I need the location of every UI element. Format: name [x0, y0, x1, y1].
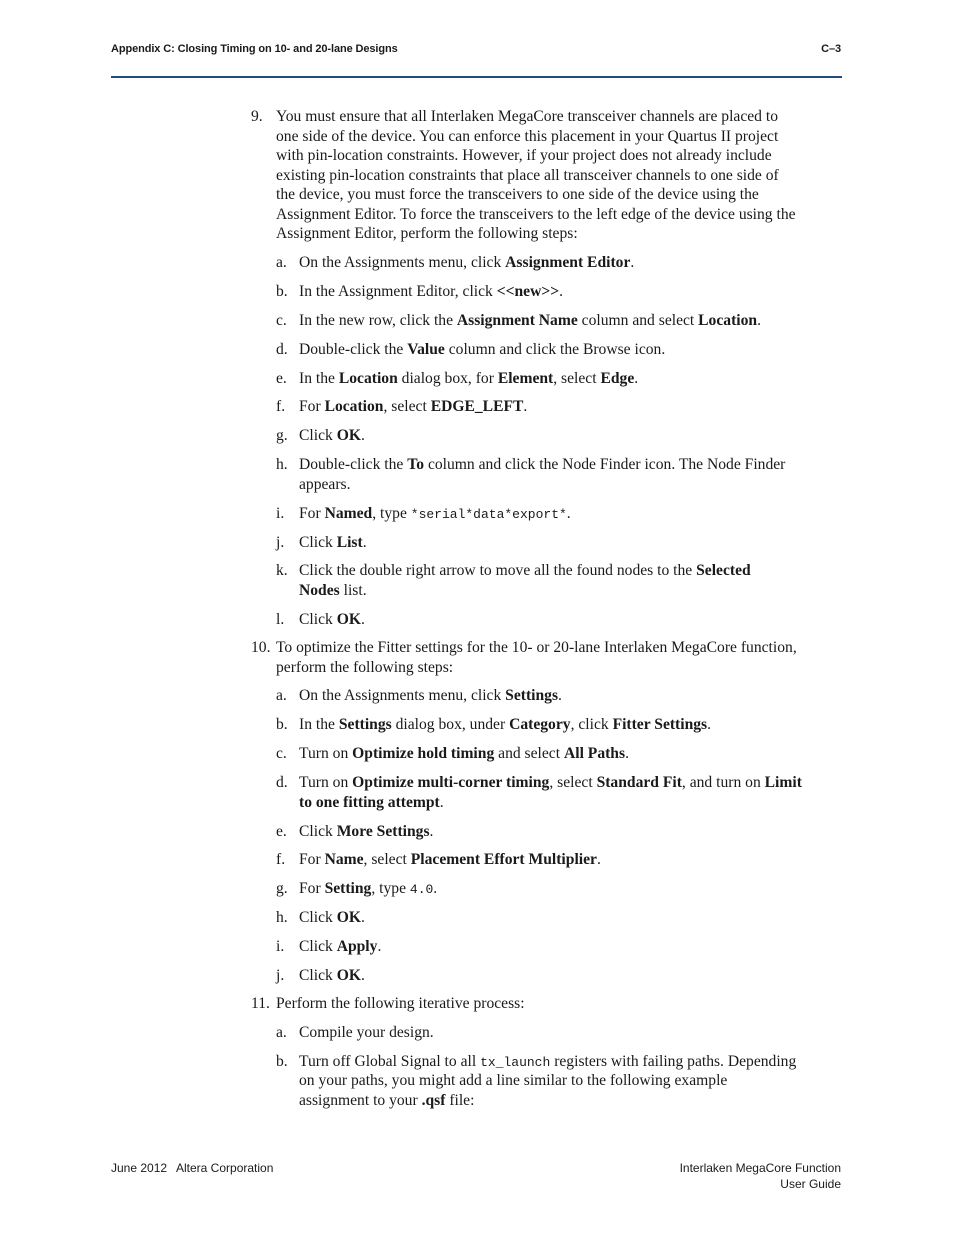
text-run: . [362, 533, 367, 551]
code-literal: tx_launch [480, 1054, 551, 1070]
substep-text-line [299, 715, 711, 735]
text-run: . [634, 369, 639, 387]
text-run: , and turn on [681, 774, 765, 792]
text-run: , type [371, 880, 410, 898]
bold-ui-term: .qsf [421, 1091, 446, 1109]
substep-text-line [299, 822, 433, 842]
bold-ui-term: Edge [600, 369, 635, 387]
text-run: . [707, 716, 712, 734]
substep-letter: i. [276, 938, 285, 956]
substep-letter: i. [276, 504, 285, 522]
bold-ui-term: Settings [505, 687, 559, 705]
substep-text-line [299, 455, 785, 475]
text-run: For [299, 880, 325, 898]
substep-text-line [299, 533, 367, 553]
bold-ui-term: More Settings [336, 822, 430, 840]
bold-ui-term: OK [336, 610, 361, 628]
bold-ui-term: Nodes [299, 581, 340, 599]
step-number: 10. [251, 639, 271, 656]
text-run: , click [570, 716, 613, 734]
bold-ui-term: Setting [324, 880, 372, 898]
bold-ui-term: Optimize multi-corner timing [352, 774, 550, 792]
footer-date: June 2012 [111, 1161, 168, 1175]
substep-text-line [299, 340, 665, 360]
text-run: list. [339, 581, 367, 599]
text-run: On the Assignments menu, click [299, 253, 506, 271]
bold-ui-term: Selected [696, 562, 751, 580]
text-run: . [630, 253, 635, 271]
step-text-line: the device, you must force the transceivers to one side of the device using the [276, 186, 759, 203]
text-run: column and click the Browse icon. [444, 340, 666, 358]
text-run: Turn on [299, 745, 353, 763]
step-text-line: existing pin-location constraints that place all transceiver channels to one side of [276, 166, 779, 184]
page-number: C–3 [821, 43, 841, 55]
text-run: In the Assignment Editor, click [299, 282, 497, 300]
text-run: . [360, 909, 365, 927]
step-number: 9. [251, 108, 263, 125]
bold-ui-term: Placement Effort Multiplier [410, 851, 597, 869]
text-run: , select [549, 774, 597, 792]
substep-letter: c. [276, 745, 287, 763]
text-run: Click [299, 610, 337, 628]
substep-text-line [299, 966, 365, 986]
bold-ui-term: All Paths [563, 745, 626, 763]
text-run: . [433, 880, 438, 898]
text-run: assignment to your [299, 1091, 422, 1109]
substep-text-line [299, 1023, 434, 1043]
step-text-line: You must ensure that all Interlaken MegaCore transceiver channels are placed to [276, 108, 778, 125]
text-run: For [299, 851, 325, 869]
bold-ui-term: OK [336, 909, 361, 927]
text-run: . [439, 793, 444, 811]
text-run: . [559, 282, 564, 300]
text-run: on your paths, you might add a line similar to the following example [299, 1072, 728, 1090]
substep-letter: j. [276, 967, 285, 984]
text-run: . [523, 398, 528, 416]
text-run: Click [299, 533, 337, 551]
text-run: registers with failing paths. Depending [550, 1052, 797, 1070]
footer-doc-subtitle: User Guide [780, 1177, 841, 1191]
bold-ui-term: To [407, 456, 425, 474]
bold-ui-term: Assignment Name [456, 311, 578, 329]
substep-text-line [299, 311, 761, 331]
text-run: For [299, 504, 325, 522]
text-run: Turn on [299, 774, 353, 792]
substep-letter: g. [276, 880, 288, 898]
bold-ui-term: Fitter Settings [612, 716, 708, 734]
substep-text-line [299, 773, 802, 793]
text-run: . [360, 610, 365, 628]
step-text-line: Perform the following iterative process: [276, 995, 525, 1012]
text-run: , select [363, 851, 411, 869]
text-run: column and select [577, 311, 699, 329]
text-run: Double-click the [299, 456, 408, 474]
substep-text-line [299, 850, 601, 870]
text-run: Click the double right arrow to move all the found nodes to the [299, 562, 697, 580]
text-run: In the [299, 716, 339, 734]
bold-ui-term: Location [338, 369, 398, 387]
substep-letter: b. [276, 282, 288, 300]
substep-text-line [299, 1091, 474, 1111]
step-text-line: with pin-location constraints. However, if your project does not already include [276, 147, 772, 164]
text-run: . [360, 427, 365, 445]
substep-text-line [299, 369, 638, 389]
text-run: , type [372, 504, 411, 522]
text-run: . [596, 851, 601, 869]
substep-letter: h. [276, 456, 288, 474]
substep-letter: a. [276, 687, 287, 705]
footer-doc-title: Interlaken MegaCore Function [679, 1161, 841, 1175]
bold-ui-term: to one fitting attempt [299, 793, 440, 811]
bold-ui-term: Value [407, 340, 445, 358]
text-run: . [377, 938, 382, 956]
substep-text-line [299, 561, 751, 581]
bold-ui-term: OK [336, 427, 361, 445]
bold-ui-term: Apply [336, 938, 378, 956]
header-rule [111, 76, 842, 78]
substep-text-line [299, 475, 351, 495]
substep-text-line [299, 397, 527, 417]
substep-letter: b. [276, 1052, 288, 1070]
substep-letter: d. [276, 774, 288, 792]
substep-letter: b. [276, 716, 288, 734]
bold-ui-term: Category [509, 716, 571, 734]
substep-letter: d. [276, 340, 288, 358]
substep-letter: c. [276, 311, 287, 329]
substep-text-line [299, 1071, 727, 1091]
substep-letter: l. [276, 610, 285, 628]
step-text-line: Assignment Editor. To force the transceivers to the left edge of the device using the [276, 205, 796, 223]
step-text-line: perform the following steps: [276, 658, 454, 676]
text-run: For [299, 398, 325, 416]
bold-ui-term: Name [324, 851, 364, 869]
substep-text-line [299, 610, 365, 630]
text-run: Click [299, 967, 337, 984]
text-run: dialog box, under [391, 716, 510, 734]
text-run: column and click the Node Finder icon. The Node Finder [424, 456, 786, 474]
substep-text-line [299, 504, 571, 525]
text-run: On the Assignments menu, click [299, 687, 506, 705]
text-run: . [757, 311, 761, 329]
text-run: In the [299, 369, 339, 387]
substep-letter: e. [276, 822, 287, 840]
text-run: Click [299, 822, 337, 840]
text-run: Double-click the [299, 340, 408, 358]
bold-ui-term: Named [324, 504, 373, 522]
text-run: Click [299, 938, 337, 956]
substep-text-line [299, 282, 563, 302]
step-text-line: To optimize the Fitter settings for the 10- or 20-lane Interlaken MegaCore function, [276, 639, 797, 656]
substep-letter: a. [276, 253, 287, 271]
substep-text-line [299, 937, 381, 957]
substep-letter: f. [276, 398, 286, 416]
text-run: dialog box, for [397, 369, 498, 387]
text-run: and select [494, 745, 564, 763]
substep-letter: a. [276, 1023, 287, 1041]
code-literal: *serial*data*export* [410, 506, 567, 522]
text-run: . [625, 745, 629, 763]
bold-ui-term: OK [336, 967, 361, 984]
bold-ui-term: Settings [338, 716, 392, 734]
substep-text-line [299, 879, 437, 900]
running-header-title: Appendix C: Closing Timing on 10- and 20-lane Designs [111, 43, 398, 55]
text-run: , select [383, 398, 431, 416]
text-run: Click [299, 427, 337, 445]
text-run: . [360, 967, 365, 984]
bold-ui-term: Optimize hold timing [352, 745, 495, 763]
substep-text-line [299, 686, 562, 706]
text-run: . [429, 822, 434, 840]
bold-ui-term: List [336, 533, 363, 551]
footer-company: Altera Corporation [176, 1161, 274, 1175]
substep-letter: e. [276, 369, 287, 387]
text-run: , select [553, 369, 601, 387]
text-run: . [566, 504, 571, 522]
step-number: 11. [251, 995, 270, 1012]
bold-ui-term: Standard Fit [596, 774, 682, 792]
bold-ui-term: <<new>> [496, 282, 560, 300]
substep-letter: j. [276, 533, 285, 551]
substep-text-line [299, 1052, 796, 1073]
bold-ui-term: Element [497, 369, 554, 387]
text-run: Turn off Global Signal to all [299, 1052, 481, 1070]
substep-text-line [299, 793, 444, 813]
bold-ui-term: EDGE_LEFT [430, 398, 524, 416]
bold-ui-term: Location [698, 311, 758, 329]
text-run: Compile your design. [299, 1023, 434, 1041]
text-run: Click [299, 909, 337, 927]
step-text-line: one side of the device. You can enforce this placement in your Quartus II project [276, 127, 779, 145]
substep-text-line [299, 908, 365, 928]
substep-letter: h. [276, 909, 288, 927]
substep-text-line [299, 253, 634, 273]
bold-ui-term: Location [324, 398, 384, 416]
step-text-line: Assignment Editor, perform the following steps: [276, 225, 578, 242]
substep-text-line [299, 744, 629, 764]
bold-ui-term: Limit [764, 774, 802, 792]
substep-letter: f. [276, 851, 286, 869]
text-run: file: [445, 1091, 475, 1109]
substep-letter: g. [276, 427, 288, 445]
text-run: appears. [299, 475, 351, 493]
code-literal: 4.0 [409, 882, 434, 898]
substep-letter: k. [276, 562, 288, 580]
bold-ui-term: Assignment Editor [505, 253, 631, 271]
substep-text-line [299, 581, 367, 601]
substep-text-line [299, 426, 365, 446]
text-run: . [558, 687, 562, 705]
text-run: In the new row, click the [299, 311, 457, 329]
